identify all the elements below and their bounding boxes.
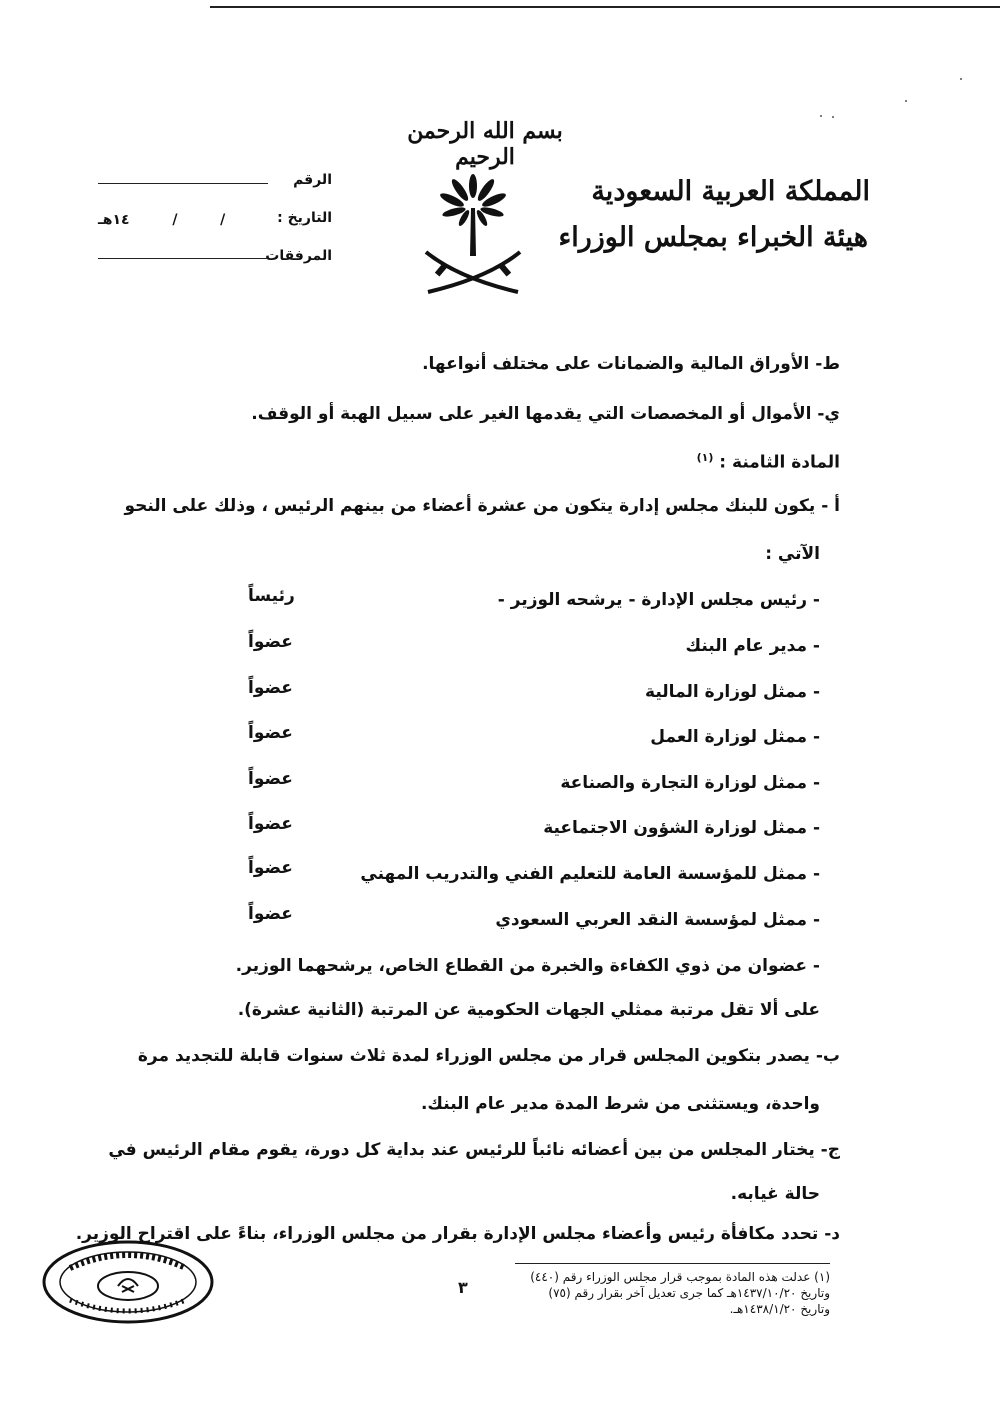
rank-note: على ألا تقل مرتبة ممثلي الجهات الحكومية عن المرتبة (الثانية عشرة). <box>237 1000 820 1020</box>
para-j-line2: حالة غيابه. <box>730 1184 820 1204</box>
date-slash: / <box>220 212 226 228</box>
item-y: ي- الأموال أو المخصصات التي يقدمها الغير على سبيل الهبة أو الوقف. <box>251 404 840 424</box>
member-role: عضواً <box>248 723 293 743</box>
authority-title: هيئة الخبراء بمجلس الوزراء <box>558 222 868 253</box>
item-t: ط- الأوراق المالية والضمانات على مختلف أنواعها. <box>422 354 840 374</box>
member-name: - مدير عام البنك <box>685 636 820 656</box>
member-role: عضواً <box>248 858 293 878</box>
para-b-line2: واحدة، ويستثنى من شرط المدة مدير عام البنك. <box>420 1094 820 1114</box>
article-title <box>697 446 840 475</box>
number-line <box>98 183 268 184</box>
attachments-line <box>98 258 268 259</box>
scan-speck <box>820 115 822 117</box>
top-border-line <box>210 6 1000 8</box>
date-suffix: ١٤هـ <box>98 212 130 228</box>
member-role: عضواً <box>248 678 293 698</box>
footnote-rule <box>515 1263 830 1264</box>
two-members-line: - عضوان من ذوي الكفاءة والخبرة من القطاع الخاص، يرشحهما الوزير. <box>235 956 820 976</box>
page-number: ٣ <box>458 1278 468 1297</box>
official-stamp-icon <box>40 1238 215 1326</box>
member-role: عضواً <box>248 904 293 924</box>
member-name: - رئيس مجلس الإدارة - يرشحه الوزير - <box>497 590 820 610</box>
para-j-line1: ج- يختار المجلس من بين أعضائه نائباً للرئيس عند بداية كل دورة، يقوم مقام الرئيس في <box>108 1140 840 1160</box>
saudi-emblem-icon <box>418 168 528 298</box>
date-fill <box>98 212 268 228</box>
member-name: - ممثل لوزارة العمل <box>650 727 820 747</box>
para-a-line1: أ - يكون للبنك مجلس إدارة يتكون من عشرة أعضاء من بينهم الرئيس ، وذلك على النحو <box>124 496 840 516</box>
member-name: - ممثل لوزارة المالية <box>645 682 820 702</box>
member-name: - ممثل لوزارة الشؤون الاجتماعية <box>543 818 820 838</box>
date-slash: / <box>172 212 178 228</box>
date-label: التاريخ : <box>277 210 332 226</box>
member-role: عضواً <box>248 814 293 834</box>
footnote-line1: (١) عدلت هذه المادة بموجب قرار مجلس الوزراء رقم (٤٤٠) <box>530 1270 830 1284</box>
member-role: رئيساً <box>248 586 295 606</box>
basmala: بسم الله الرحمن الرحيم <box>407 118 563 170</box>
number-label: الرقم <box>293 172 332 188</box>
scan-speck <box>960 78 962 80</box>
kingdom-title: المملكة العربية السعودية <box>591 176 870 207</box>
member-name: - ممثل لوزارة التجارة والصناعة <box>560 773 820 793</box>
scan-speck <box>832 116 834 118</box>
footnote-line3: وتاريخ ١٤٣٨/١/٢٠هـ. <box>729 1302 830 1316</box>
para-b-line1: ب- يصدر بتكوين المجلس قرار من مجلس الوزراء لمدة ثلاث سنوات قابلة للتجديد مرة <box>137 1046 840 1066</box>
member-name: - ممثل لمؤسسة النقد العربي السعودي <box>495 910 820 930</box>
para-a-line2: الآتي : <box>765 544 820 564</box>
article-title-text: المادة الثامنة : <box>719 452 840 473</box>
article-footnote-ref: (١) <box>696 451 714 464</box>
scan-speck <box>905 100 907 102</box>
member-role: عضواً <box>248 632 293 652</box>
member-name: - ممثل للمؤسسة العامة للتعليم الفني والتدريب المهني <box>360 864 820 884</box>
para-d: د- تحدد مكافأة رئيس وأعضاء مجلس الإدارة بقرار من مجلس الوزراء، بناءً على اقتراح الوزير. <box>75 1224 840 1244</box>
member-role: عضواً <box>248 769 293 789</box>
footnote-line2: وتاريخ ١٤٣٧/١٠/٢٠هـ كما جرى تعديل آخر بقرار رقم (٧٥) <box>548 1286 830 1300</box>
attachments-label: المرفقات <box>265 248 332 264</box>
